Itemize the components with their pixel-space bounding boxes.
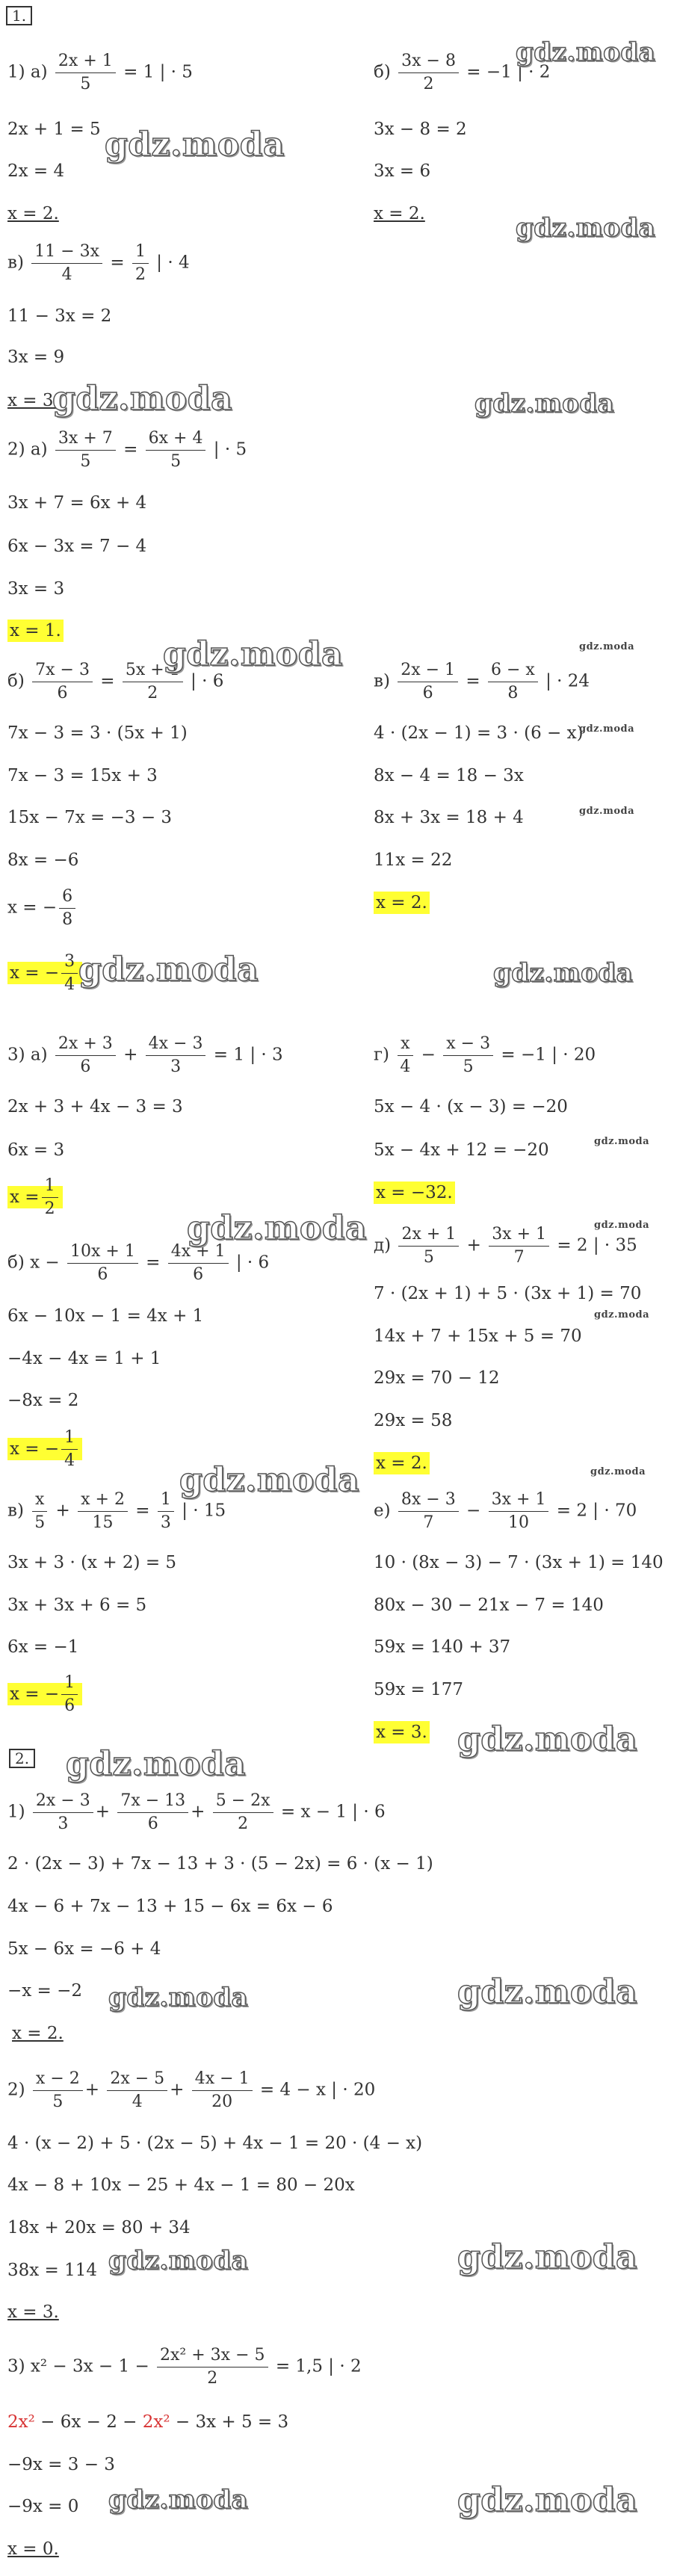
step: 7 · (2x + 1) + 5 · (3x + 1) = 70 [374,1284,642,1303]
problem-2a-equation: 2) а) $\frac{3x + 7}{5}$ = $\frac{6x + 4}{5}$ | · 5 [7,429,247,472]
answer: x = 2. [7,204,59,223]
watermark: gdz.moda [108,2485,249,2515]
watermark: gdz.moda [516,37,656,67]
watermark: gdz.moda [179,1461,360,1499]
step: 29x = 70 − 12 [374,1368,500,1388]
step: 2x + 3 + 4x − 3 = 3 [7,1097,183,1116]
step: 3x + 3 · (x + 2) = 5 [7,1553,177,1572]
step: −8x = 2 [7,1391,79,1410]
watermark: gdz.moda [66,1745,247,1783]
step: 5x − 4x + 12 = −20 [374,1140,549,1160]
step: −x = −2 [7,1981,83,2001]
step: 18x + 20x = 80 + 34 [7,2218,191,2237]
step: 59x = 177 [374,1680,464,1699]
step: 11x = 22 [374,850,453,870]
step: 6x − 3x = 7 − 4 [7,537,147,556]
step: 3x + 7 = 6x + 4 [7,493,147,513]
step: 8x = −6 [7,850,79,870]
watermark: gdz.moda [187,1209,368,1247]
watermark: gdz.moda [457,2481,638,2519]
answer: x = − $\frac{3}{4}$ [7,953,82,994]
answer: x = − $\frac{1}{6}$ [7,1674,82,1715]
step: 15x − 7x = −3 − 3 [7,808,173,827]
watermark: gdz.moda [594,1309,650,1321]
problem-2b-equation: б) $\frac{7x - 3}{6}$ = $\frac{5x + 1}{2}$ | · 6 [7,661,224,703]
problem-3e-equation: е) $\frac{8x - 3}{7}$ − $\frac{3x + 1}{10}$ = 2 | · 70 [374,1490,637,1533]
answer: x = −32. [374,1184,455,1202]
problem-3a-equation: 3) а) $\frac{2x + 3}{6}$ + $\frac{4x - 3}{3}$ = 1 | · 3 [7,1034,283,1077]
problem-2-3-equation: 3) x² − 3x − 1 − $\frac{\text{2x² + 3x − 5}}{2}$ = 1,5 | · 2 [7,2346,362,2388]
step: 2x + 1 = 5 [7,120,101,139]
problem-1a-equation: 1) а) $\frac{2x + 1}{5}$ = 1 | · 5 [7,52,193,94]
watermark: gdz.moda [457,1720,638,1758]
watermark: gdz.moda [163,635,344,673]
answer: x = 1. [7,623,64,640]
step: 3x = 3 [7,579,65,599]
answer: x = 3. [374,1724,430,1741]
step: 3x + 3x + 6 = 5 [7,1596,147,1615]
problem-1b-equation: б) $\frac{3x - 8}{2}$ = −1 | · 2 [374,52,551,94]
step: 4 · (x − 2) + 5 · (2x − 5) + 4x − 1 = 20 · (4 − x) [7,2134,423,2153]
step: 59x = 140 + 37 [374,1637,511,1657]
step: 3x − 8 = 2 [374,120,467,139]
step: 7x − 3 = 15x + 3 [7,766,158,785]
problem-2-2-equation: 2) $\frac{x - 2}{5}$ + $\frac{2x - 5}{4}$ + $\frac{4x - 1}{20}$ = 4 − x | · 20 [7,2069,376,2112]
step: 2x² − 6x − 2 − 2x² − 3x + 5 = 3 [7,2412,289,2432]
watermark: gdz.moda [579,641,635,652]
step: −9x = 3 − 3 [7,2455,115,2474]
step: 7x − 3 = 3 · (5x + 1) [7,723,188,743]
step: 3x = 9 [7,348,65,367]
step: 80x − 30 − 21x − 7 = 140 [374,1596,604,1615]
watermark: gdz.moda [579,723,635,735]
problem-3v-equation: в) $\frac{x}{5}$ + $\frac{x + 2}{15}$ = $\frac{1}{3}$ | · 15 [7,1490,226,1533]
watermark: gdz.moda [590,1466,646,1477]
problem-1v-equation: в) $\frac{11 - 3x}{4}$ = $\frac{1}{2}$ | · 4 [7,242,190,285]
step: 3x = 6 [374,161,431,181]
step: 8x + 3x = 18 + 4 [374,808,524,827]
answer: x = 2. [374,895,430,912]
problem-2-1-equation: 1) $\frac{2x - 3}{3}$ + $\frac{7x - 13}{6}$ + $\frac{5 - 2x}{2}$ = x − 1 | · 6 [7,1791,386,1834]
section-1-number: 1. [6,6,32,25]
step: 11 − 3x = 2 [7,306,112,326]
answer: x = 3. [7,391,59,410]
watermark: gdz.moda [579,806,635,817]
step: 10 · (8x − 3) − 7 · (3x + 1) = 140 [374,1553,664,1572]
answer: x = 2. [374,204,425,223]
watermark: gdz.moda [52,380,233,418]
step: 2x = 4 [7,161,65,181]
answer: x = 3. [7,2302,59,2322]
step: 2 · (2x − 3) + 7x − 13 + 3 · (5 − 2x) = 6 · (x − 1) [7,1854,433,1874]
step: 4x − 8 + 10x − 25 + 4x − 1 = 80 − 20x [7,2175,355,2195]
step: 14x + 7 + 15x + 5 = 70 [374,1326,582,1346]
step: −9x = 0 [7,2497,79,2516]
watermark: gdz.moda [105,126,285,164]
watermark: gdz.moda [474,389,615,418]
watermark: gdz.moda [457,1973,638,2011]
step: 38x = 114 [7,2261,98,2280]
watermark: gdz.moda [78,951,259,989]
problem-3b-equation: б) x − $\frac{10x + 1}{6}$ = $\frac{4x + 1}{6}$ | · 6 [7,1242,270,1285]
watermark: gdz.moda [108,2246,249,2276]
step: 4 · (2x − 1) = 3 · (6 − x) [374,723,584,743]
step: 4x − 6 + 7x − 13 + 15 − 6x = 6x − 6 [7,1897,333,1916]
answer: x = 2. [12,2024,64,2043]
step: 5x − 4 · (x − 3) = −20 [374,1097,568,1116]
watermark: gdz.moda [493,958,634,988]
step: 6x = −1 [7,1637,79,1657]
step: 8x − 4 = 18 − 3x [374,766,524,785]
step: 29x = 58 [374,1411,453,1430]
watermark: gdz.moda [594,1136,650,1147]
answer: x = $\frac{1}{2}$ [7,1177,63,1218]
step: −4x − 4x = 1 + 1 [7,1349,161,1368]
step: x = − $\frac{6}{8}$ [7,888,78,929]
section-2-number: 2. [9,1749,35,1768]
answer: x = − $\frac{1}{4}$ [7,1429,82,1470]
answer: x = 0. [7,2539,59,2559]
watermark: gdz.moda [108,1983,249,2013]
watermark: gdz.moda [516,213,656,243]
problem-3g-equation: г) $\frac{x}{4}$ − $\frac{x - 3}{5}$ = −1 | · 20 [374,1034,596,1077]
watermark: gdz.moda [457,2238,638,2276]
problem-2v-equation: в) $\frac{2x - 1}{6}$ = $\frac{6 - x}{8}$ | · 24 [374,661,590,703]
problem-3d-equation: д) $\frac{2x + 1}{5}$ + $\frac{3x + 1}{7}$ = 2 | · 35 [374,1225,637,1267]
step: 6x − 10x − 1 = 4x + 1 [7,1306,204,1326]
step: 5x − 6x = −6 + 4 [7,1939,161,1959]
answer: x = 2. [374,1455,430,1472]
watermark: gdz.moda [594,1220,650,1231]
step: 6x = 3 [7,1140,65,1160]
